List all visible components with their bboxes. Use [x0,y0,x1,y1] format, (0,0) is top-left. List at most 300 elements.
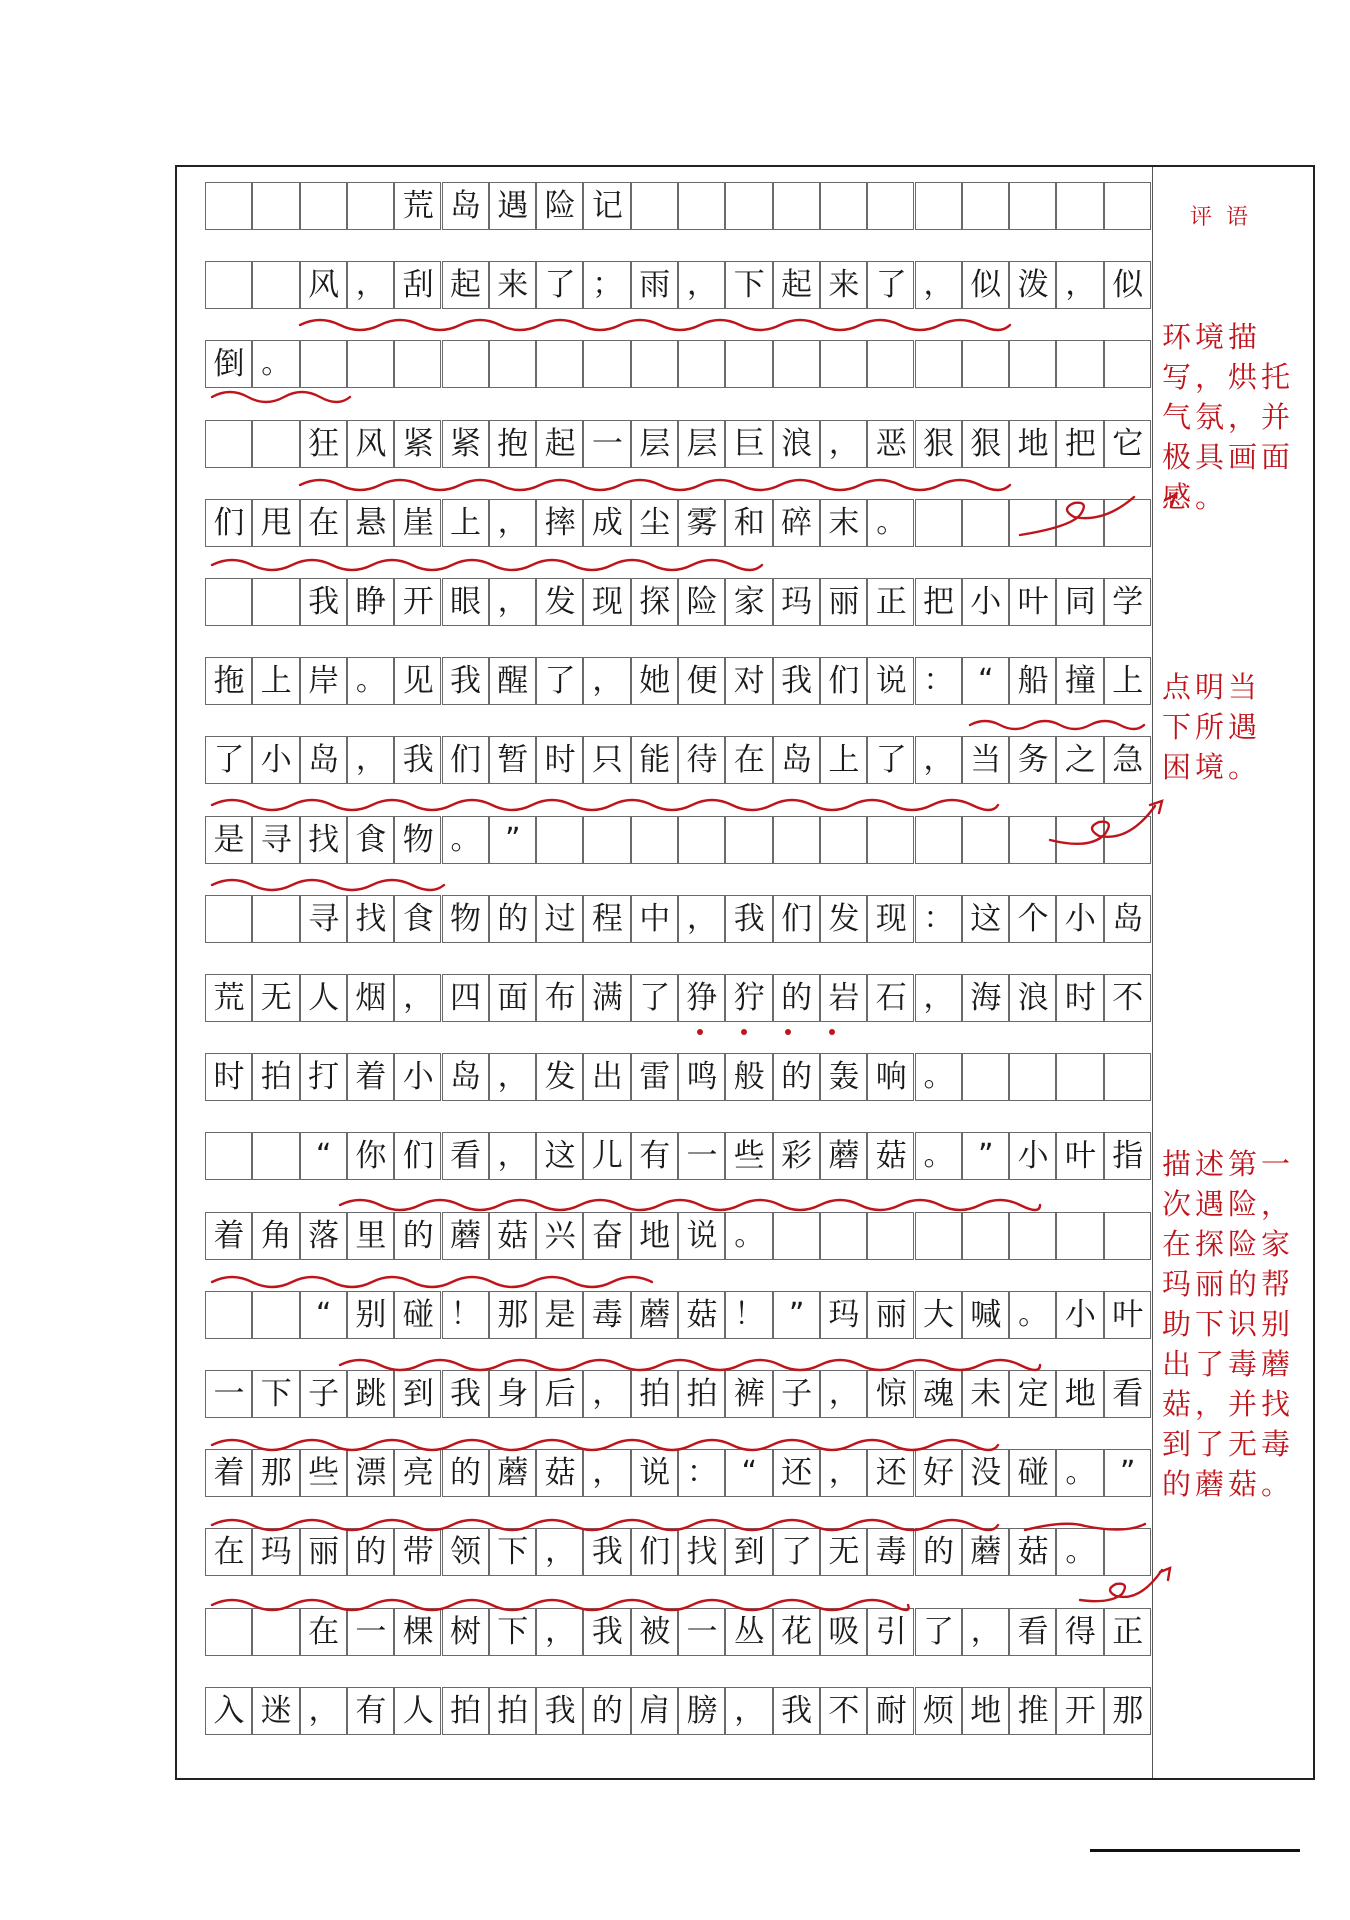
grid-char: ” [1119,1455,1136,1491]
grid-char: 起 [781,267,813,304]
grid-cell [867,1053,914,1101]
grid-cell [1056,1212,1103,1260]
grid-cell [725,1608,772,1656]
grid-char: 的 [497,900,529,937]
grid-cell [1104,1687,1151,1735]
grid-cell [205,1132,252,1180]
grid-char: 上 [828,742,860,779]
grid-cell [252,578,299,626]
grid-cell [583,578,630,626]
grid-cell [489,499,536,547]
grid-char: 打 [308,1059,340,1096]
grid-cell [867,340,914,388]
grid-char: ” [505,821,521,857]
grid-char: 毒 [591,1296,623,1333]
grid-char: 个 [1017,900,1049,937]
grid-char: 蘑 [828,1138,860,1175]
grid-cell [773,499,820,547]
grid-cell [300,499,347,547]
grid-char: 它 [1112,425,1144,462]
grid-char: 。 [261,346,292,382]
grid-cell [631,1053,678,1101]
grid-char: 甩 [260,504,292,541]
grid-cell [915,816,962,864]
grid-cell [915,182,962,230]
grid-cell [252,736,299,784]
grid-char: 我 [450,1376,481,1412]
grid-char: 狠 [970,425,1002,462]
grid-char: 些 [733,1138,765,1175]
grid-char: 程 [591,900,623,937]
grid-cell [252,420,299,468]
grid-char: 小 [402,1059,434,1096]
grid-char: 满 [591,980,623,1016]
grid-cell [347,1449,394,1497]
grid-cell [205,1212,252,1260]
grid-cell [678,1687,725,1735]
grid-char: 务 [1017,742,1049,779]
grid-char: 暂 [497,742,529,779]
grid-cell [678,736,725,784]
grid-cell [962,1687,1009,1735]
grid-char: 狞 [733,980,765,1016]
grid-cell [1056,420,1103,468]
comment-line: 的蘑菇。 [1162,1467,1295,1501]
grid-cell [205,1370,252,1418]
grid-char: 我 [308,584,340,620]
grid-char: 别 [355,1296,387,1333]
grid-char: 中 [639,900,671,937]
grid-cell [394,499,441,547]
grid-char: 还 [781,1455,813,1492]
grid-char: 了 [213,742,245,779]
grid-cell [347,1608,394,1656]
grid-char: 一 [686,1613,718,1650]
page-rule [1090,1849,1300,1852]
grid-cell [347,736,394,784]
grid-char: 角 [260,1217,292,1254]
grid-char: 险 [544,188,576,224]
grid-char: ， [497,584,528,619]
grid-cell [252,261,299,309]
grid-char: 发 [544,1059,576,1096]
grid-char: ， [592,663,623,699]
grid-cell [820,816,867,864]
grid-cell [820,1132,867,1180]
grid-cell [489,1053,536,1101]
grid-char: 那 [260,1455,292,1492]
grid-cell [1056,736,1103,784]
comment-line: 描述第一 [1162,1147,1295,1181]
grid-char: 到 [402,1376,434,1412]
grid-cell [678,578,725,626]
grid-cell [536,1212,583,1260]
grid-cell [394,182,441,230]
grid-char: 树 [450,1613,481,1650]
grid-char: ！ [734,1296,765,1332]
grid-char: 当 [970,742,1002,779]
grid-char: 遇 [497,188,529,224]
grid-char: 身 [497,1376,529,1412]
grid-char: ， [687,900,717,936]
grid-cell [1056,1608,1103,1656]
grid-cell [347,895,394,943]
grid-cell [205,736,252,784]
grid-char: 时 [544,742,576,779]
grid-char: 待 [686,742,718,779]
comment-line: 困境。 [1162,750,1262,784]
grid-char: 拍 [639,1376,671,1412]
grid-cell [394,1291,441,1339]
grid-cell [300,974,347,1022]
grid-cell [536,1687,583,1735]
grid-cell [442,1212,489,1260]
grid-char: 耐 [875,1692,907,1729]
grid-char: 蘑 [497,1455,529,1492]
grid-char: 险 [686,584,718,620]
grid-char: 醒 [497,663,529,700]
grid-cell [1009,974,1056,1022]
grid-cell [915,1212,962,1260]
grid-cell [678,974,725,1022]
grid-cell [442,895,489,943]
grid-char: 小 [970,584,1002,620]
grid-cell [820,1291,867,1339]
grid-char: 小 [260,742,292,779]
grid-char: 说 [686,1217,718,1254]
grid-cell [867,736,914,784]
grid-cell [773,1053,820,1101]
grid-char: 把 [923,584,954,620]
grid-cell [725,340,772,388]
grid-cell [442,1608,489,1656]
grid-cell [300,1687,347,1735]
grid-cell [347,1370,394,1418]
grid-cell [773,420,820,468]
grid-char: 地 [970,1692,1002,1729]
grid-cell [394,1053,441,1101]
grid-char: 下 [733,267,765,304]
grid-char: 来 [828,267,860,304]
grid-cell [867,1212,914,1260]
grid-char: 。 [923,1138,954,1174]
grid-cell [252,816,299,864]
grid-char: 了 [875,267,907,304]
grid-cell [1104,1370,1151,1418]
grid-cell [867,1132,914,1180]
grid-cell [1009,1608,1056,1656]
grid-char: 雾 [686,504,718,541]
grid-char: 蘑 [970,1534,1002,1571]
comment-header: 评语 [1190,205,1263,230]
grid-char: ， [545,1613,576,1649]
grid-cell [300,1528,347,1576]
grid-cell [252,499,299,547]
grid-cell [347,578,394,626]
grid-char: 烦 [923,1692,954,1729]
grid-char: 风 [355,425,387,462]
grid-char: 说 [875,663,907,700]
grid-cell [583,340,630,388]
grid-cell [1104,1608,1151,1656]
grid-cell [915,736,962,784]
grid-char: 四 [450,980,481,1016]
grid-cell [820,736,867,784]
grid-char: 是 [213,821,245,858]
grid-char: “ [978,663,994,699]
grid-char: 碰 [1017,1455,1049,1492]
grid-char: 开 [1064,1692,1096,1729]
grid-cell [205,974,252,1022]
grid-cell [725,578,772,626]
grid-cell [442,1291,489,1339]
grid-cell [773,1212,820,1260]
grid-cell [867,1608,914,1656]
grid-cell [631,1449,678,1497]
grid-char: 她 [639,663,671,700]
grid-cell [583,1528,630,1576]
grid-char: 毒 [875,1534,907,1571]
grid-char: 之 [1064,742,1096,779]
grid-cell [915,340,962,388]
grid-cell [394,1370,441,1418]
grid-cell [536,1449,583,1497]
grid-cell [631,657,678,705]
grid-char: 落 [308,1217,340,1254]
grid-cell [1056,261,1103,309]
grid-char: 花 [781,1613,813,1650]
grid-char: 在 [733,742,765,779]
grid-char: 迷 [260,1692,292,1729]
comment-line: 下所遇 [1162,710,1262,744]
grid-cell [962,1053,1009,1101]
grid-cell [1009,1132,1056,1180]
grid-cell [820,499,867,547]
grid-char: 。 [923,1059,954,1095]
grid-char: 丛 [733,1613,765,1650]
grid-cell [1104,1212,1151,1260]
grid-cell [631,1291,678,1339]
grid-cell [1009,578,1056,626]
grid-char: 菇 [686,1296,718,1333]
grid-cell [1009,1053,1056,1101]
grid-cell [1009,1370,1056,1418]
grid-char: 领 [450,1534,481,1571]
grid-cell [962,340,1009,388]
grid-cell [583,736,630,784]
grid-char: 对 [733,663,765,700]
grid-char: 成 [591,504,623,541]
grid-cell [725,895,772,943]
grid-cell [489,340,536,388]
grid-char: 下 [497,1534,529,1571]
grid-cell [962,499,1009,547]
grid-char: ， [1065,267,1096,303]
grid-char: 泼 [1017,267,1049,304]
grid-char: 后 [544,1376,576,1412]
grid-char: 引 [875,1613,907,1650]
comment-line: 写，烘托 [1162,360,1295,394]
grid-cell [725,420,772,468]
grid-cell [915,974,962,1022]
grid-cell [867,499,914,547]
grid-cell [536,182,583,230]
grid-cell [489,261,536,309]
grid-char: 浪 [1017,980,1049,1016]
grid-cell [394,657,441,705]
grid-char: 奋 [591,1217,623,1254]
grid-char: 现 [591,584,623,620]
grid-cell [631,1608,678,1656]
grid-cell [347,1132,394,1180]
grid-cell [915,1449,962,1497]
grid-cell [583,182,630,230]
grid-char: 蘑 [639,1296,671,1333]
grid-cell [820,1687,867,1735]
grid-cell [1056,578,1103,626]
grid-char: 膀 [686,1692,718,1729]
grid-char: 找 [686,1534,718,1571]
grid-cell [347,1687,394,1735]
grid-cell [915,1370,962,1418]
grid-char: 抱 [497,425,529,462]
grid-cell [867,1449,914,1497]
grid-char: 碰 [402,1296,434,1333]
grid-char: 一 [213,1376,245,1412]
grid-char: 。 [734,1217,765,1253]
grid-cell [962,1608,1009,1656]
grid-cell [300,420,347,468]
grid-char: 拍 [497,1692,529,1729]
grid-char: 同 [1064,584,1096,620]
grid-cell [1104,578,1151,626]
grid-char: 上 [450,504,481,541]
grid-char: ， [828,1376,859,1411]
grid-char: 儿 [591,1138,623,1175]
grid-cell [1104,1528,1151,1576]
grid-cell [915,1132,962,1180]
grid-cell [442,499,489,547]
grid-cell [725,816,772,864]
grid-cell [205,816,252,864]
grid-cell [678,261,725,309]
grid-char: 眼 [450,584,481,620]
grid-cell [347,340,394,388]
grid-cell [962,974,1009,1022]
grid-cell [252,1528,299,1576]
grid-cell [867,420,914,468]
grid-cell [915,261,962,309]
grid-cell [300,736,347,784]
grid-cell [252,340,299,388]
grid-char: 一 [591,425,623,462]
grid-cell [252,1608,299,1656]
grid-char: ： [923,663,954,699]
comment-line: 次遇险， [1162,1187,1295,1221]
grid-cell [394,1528,441,1576]
grid-cell [962,182,1009,230]
grid-char: 能 [639,742,671,779]
grid-char: 下 [260,1376,292,1412]
grid-cell [725,1053,772,1101]
grid-cell [583,1449,630,1497]
grid-cell [820,1449,867,1497]
grid-char: 便 [686,663,718,700]
grid-cell [252,1449,299,1497]
grid-cell [300,1370,347,1418]
grid-char: 上 [1112,663,1144,700]
grid-cell [205,1449,252,1497]
grid-char: 吸 [828,1613,860,1650]
grid-char: 面 [497,980,529,1016]
grid-char: 摔 [544,504,576,541]
grid-char: 肩 [639,1692,671,1729]
grid-cell [205,1053,252,1101]
grid-char: 我 [402,742,434,779]
grid-char: ， [497,1059,528,1095]
grid-cell [1009,340,1056,388]
comment-line: 气氛，并 [1162,400,1295,434]
grid-cell [300,1053,347,1101]
grid-char: 。 [1065,1534,1096,1570]
grid-cell [442,736,489,784]
grid-char: 拍 [260,1059,292,1096]
grid-cell [536,736,583,784]
grid-char: 我 [733,900,765,937]
grid-cell [820,578,867,626]
grid-char: 恶 [875,425,907,462]
grid-char: 雨 [639,267,671,304]
grid-cell [867,1291,914,1339]
grid-cell [489,1212,536,1260]
grid-cell [915,499,962,547]
grid-char: 拍 [686,1376,718,1412]
grid-char: 们 [402,1138,434,1175]
grid-char: 彩 [781,1138,813,1175]
grid-char: 。 [355,663,386,699]
grid-cell [962,261,1009,309]
grid-char: 玛 [260,1534,292,1571]
grid-cell [1009,816,1056,864]
grid-cell [442,420,489,468]
grid-char: 和 [733,504,765,541]
grid-char: 地 [1064,1376,1096,1412]
grid-cell [205,1528,252,1576]
grid-cell [252,1370,299,1418]
grid-cell [915,895,962,943]
grid-cell [489,1291,536,1339]
grid-char: 起 [450,267,481,304]
grid-char: 把 [1064,425,1096,462]
grid-char: 未 [970,1376,1002,1412]
grid-char: 们 [639,1534,671,1571]
grid-char: 来 [497,267,529,304]
grid-char: 崖 [402,504,434,541]
grid-char: 定 [1017,1376,1049,1412]
grid-cell [489,1449,536,1497]
grid-char: 魂 [923,1376,954,1412]
grid-cell [631,816,678,864]
grid-cell [631,1132,678,1180]
grid-cell [820,1528,867,1576]
grid-char: 们 [781,900,813,937]
grid-cell [442,1449,489,1497]
grid-char: 你 [355,1138,387,1175]
grid-cell [300,1132,347,1180]
grid-cell [394,1687,441,1735]
grid-cell [583,657,630,705]
grid-cell [252,1212,299,1260]
